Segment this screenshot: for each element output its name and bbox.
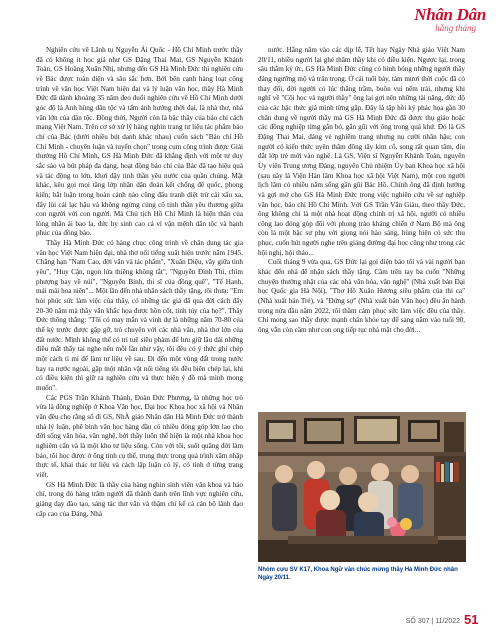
paragraph: Cuối tháng 9 vừa qua, GS Đức lại gọi điện báo tôi và vài người bạn khác đến nhà để nhận sách thầy tặng. Cầm trên tay ba cuốn "Những chuyện thường nhật của các nhà văn hóa, văn nghệ" (Nhà xuất bản Đại học Quốc gia Hà Nội), "Thơ Hồ Xuân Hương siêu phẩm của thi ca" (Nhà xuất bản Trẻ), và "Đứng sợ" (Nhà xuất bản Văn học) đều ấn hành trong nửa đầu năm 2022, tôi thầm cảm phục sức làm việc đều của thầy. Chỉ mong sao thầy được mạnh chân khỏe tay để sang năm vào tuổi 90, ông vẫn còn cầm như con ong tiếp tục nhả mật cho đời...	[258, 258, 465, 335]
paragraph: nước. Hằng năm vào các dịp lễ, Tết hay Ngày Nhà giáo Việt Nam 20/11, nhiều người lại ghé thăm thầy khi có điều kiện. Ngược lại, trong sâu thẳm ký ức, GS Hà Minh Đức cũng có hình bóng những người thầy đáng ngưỡng mộ và trân trọng. Ở cái tuổi bảy, tám mươi thời cuộc đã có thay đổi, đời người có lúc thăng trầm, buồn vui nếm trải, nhưng khi nghĩ về "Cõi học và người thầy" ông lại gợi nên những tài năng, đức độ của các bậc thức giả mình từng gặp. Đây là tập hồi ký phác họa gần 30 chân dung về người thầy mà GS Hà Minh Đức đã được thụ giáo hoặc các đồng nghiệp từng gắn bó, gắn gũi với ông trong quá khứ. Đó là GS Đặng Thai Mai, đáng vẻ nghiêm trang nhưng nụ cười nhân hậu; con người có kiến thức uyên thâm đông tây kim cổ, song rất quan tâm, dìu dắt lớp trẻ mới vào nghề. Là GS, Viện sĩ Nguyễn Khánh Toàn, nguyên Ủy viên Trung ương Đảng, nguyên Chủ nhiệm Ủy ban Khoa học xã hội (sau này là Viện Hàn lâm Khoa học xã hội Việt Nam), một con người lịch lãm có nhiều năm sống gần gũi Bác Hồ. Chính ông đã định hướng và gợi mở cho GS Hà Minh Đức trong việc nghiên cứu về sự nghiệp văn học, báo chí Hồ Chí Minh. Với GS Trần Văn Giàu, theo thầy Đức, ông không chỉ là một nhà hoạt động chính trị xã hội, người có nhiều công lao đóng góp đối với phong trào kháng chiến ở Nam Bộ mà ông còn là một bậc sư phụ với giọng nói hào sảng, hùng biện có sức thu phục, cuốn hút người nghe trên giảng đường đại học cũng như trong các hội nghị, hội thảo...	[258, 46, 465, 257]
masthead-brand: Nhân Dân	[414, 5, 486, 24]
group-photo-illustration	[258, 412, 466, 562]
left-column	[36, 46, 243, 519]
issue-footer: SỐ 307 | 11/2022	[405, 618, 460, 625]
right-column	[258, 46, 465, 336]
paragraph: Nghiên cứu về Lãnh tụ Nguyễn Ái Quốc - Hồ Chí Minh trước thầy đã có không ít học giả như GS Đặng Thai Mai, GS Nguyễn Khánh Toàn, GS Hoàng Xuân Nhị, nhưng đến GS Hà Minh Đức thì nghiên cứu về Bác được toàn diện và sâu sắc hơn. Bởi bên cạnh hàng loạt công trình về văn học Việt Nam hiện đại và lý luận văn học, thầy Hà Minh Đức đã dành khoảng 35 năm đeo đuổi nghiên cứu về Hồ Chí Minh dưới góc độ là Anh hùng dân tộc và tấm ảnh hướng thời đại, là nhà thơ, nhà văn lớn của dân tộc. Đồng thời, Người còn là bậc thầy của báo chí cách mạng Việt Nam. Trên cơ sở xử lý hàng nghìn trang tư liệu tác phẩm báo chí của Bác (dưới nhiều bút danh khác nhau) cuốn sách "Báo chí Hồ Chí Minh - chuyên luận và tuyển chọn" trong cụm công trình được Giải thưởng Hồ Chí Minh, GS Hà Minh Đức đã khẳng định với một tư duy sắc sảo và bút pháp đa dạng, hoạt động báo chí của Bác đã tạo hiệu quả và tác động to lớn, khơi dậy tinh thần yêu nước của quần chúng. Mặt khác, kêu gọi mọi tầng lớp nhân dân đoàn kết chống đế quốc, phong kiến; bắt luận trong hoàn cảnh nào cũng đấu tranh diệt trừ cái xấu xa, đẩy lùi cái lạc hậu và không ngừng củng cố tinh thần yêu thương giữa con người với con người. Mà Chủ tịch Hồ Chí Minh là hiện thân của lòng nhân ái bao la, đức hy sinh cao cả vì vận mệnh dân tộc và hạnh phúc của đồng bào.	[36, 46, 243, 238]
paragraph: GS Hà Minh Đức là thầy của hàng nghìn sinh viên văn khoa và báo chí, trong đó hàng trăm người đã thành danh trên lĩnh vực nghiên cứu, giảng dạy đào tạo, sáng tác thơ văn và thậm chí kể cả cán bộ lãnh đạo cấp cao của Đảng, Nhà	[36, 480, 243, 518]
paragraph: Thầy Hà Minh Đức có hàng chục công trình về chân dung tác gia văn học Việt Nam hiện đại, nhà thơ nổi tiếng xuất hiện trước năm 1945. Chẳng hạn "Nam Cao, đời văn và tác phẩm", "Xuân Diệu, vây giữa tình yêu", "Huy Cận, ngọn lửa thiêng không tắt", "Nguyễn Đình Thi, chìm phượng bay về núi", "Nguyễn Bính, thi sĩ của đồng quê", "Tế Hanh, mái mải hoa niên"... Một lần đến nhà nhân sách thầy tặng, tôi thưa: "Em hỏi phúc sức làm việc của thầy, có những tác giả đã qua đời cách đây 20-30 năm mà thầy vẫn khắc họa được hồn cốt, tinh túy của họ?". Thầy Đức thông thẳng: "Tôi có may mắn và vinh dự là những năm 70-80 của thế kỷ trước được gặp gỡ, trò chuyện với các nhà văn, nhà thơ lớn của đất nước. Mình không thể có trí tuệ siêu phàm để lưu giữ lâu dài những điều mắt thấy tai nghe nên mỗi lần như vậy, tôi đều có ý thức ghi chép một cách tỉ mỉ để làm tư liệu về sau. Đi đến một vùng đất trong nước hay ra nước ngoài, gặp một nhân vật nổi tiếng tôi đều biên chép lại, khi có điều kiện thì giữ ra nghiên cứu và thực hiện ý đồ mà mình mong muốn".	[36, 239, 243, 392]
masthead	[402, 6, 486, 33]
masthead-subtitle: hằng tháng	[435, 23, 476, 33]
paragraph: Các PGS Trần Khánh Thành, Đoàn Đức Phương, là những học trò vừa là đồng nghiệp ở Khoa Văn học, Đại học Khoa học xã hội và Nhân văn đều cho rằng số đi GS, NhÀ giáo Nhân dân Hà Minh Đức trở thành nhà lý luận, phê bình văn học hàng đầu có nhiều đóng góp lớn lao cho đời sống văn hóa, văn nghệ, bởi thầy luôn thể hiện là một nhà khoa học nghiêm cẩn và là một kho tư liệu sống. Còn với tôi, suốt quãng đời làm báo, tôi học được ở ông tinh cụ thể, trung thực trong quá trình xâm nhập thực tế, khai thác tư liệu và cách lập luận có lý, có tình ở từng trang viết.	[36, 393, 243, 479]
page-number: 51	[464, 612, 479, 627]
photo-caption: Nhóm cựu SV K17, Khoa Ngữ văn chúc mừng thầy Hà Minh Đức nhân Ngày 20/11.	[258, 567, 458, 581]
group-photo	[258, 412, 466, 562]
